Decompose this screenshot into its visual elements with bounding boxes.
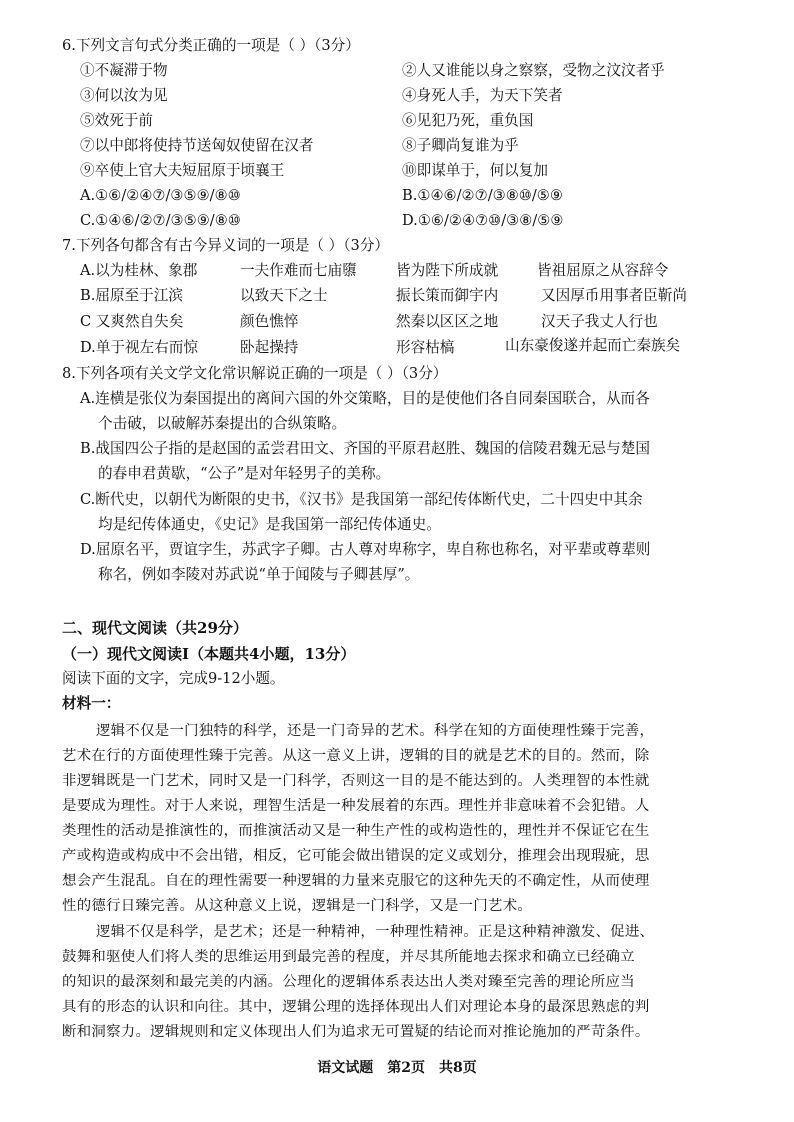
q6-item: ⑩即谋单于，何以复加 <box>402 162 548 179</box>
q6-item: ⑤效死于前 <box>80 112 153 129</box>
q8-option-b: B.战国四公子指的是赵国的孟尝君田文、齐国的平原君赵胜、魏国的信陵君魏无忌与楚国 <box>80 440 650 457</box>
section-title: 二、现代文阅读（共29分） <box>62 619 248 637</box>
page-footer: 语文试题 第2页 共8页 <box>317 1060 477 1076</box>
q6-item: ④身死人手，为天下笑者 <box>402 87 563 104</box>
q8-stem: 8.下列各项有关文学文化常识解说正确的一项是（ ）（3分） <box>62 365 448 382</box>
material-label: 材料一： <box>62 695 121 712</box>
paragraph-line: 鼓舞和驱使人们将人类的思维运用到最完善的程度，并尽其所能地去探求和确立已经确立 <box>62 949 635 965</box>
q6-item: ⑧子卿尚复谁为乎 <box>402 137 519 154</box>
paragraph-line: 逻辑不仅是一门独特的科学，还是一门奇异的艺术。科学在知的方面使理性臻于完善， <box>96 723 655 739</box>
q7-cell: 皆祖屈原之从容辞令 <box>537 262 669 279</box>
q6-stem: 6.下列文言句式分类正确的一项是（ ）（3分） <box>62 37 360 54</box>
q7-cell: 振长策而御宇内 <box>396 287 499 304</box>
paragraph-line: 的知识的最深刻和最完美的内涵。公理化的逻辑体系表达出人类对臻至完善的理论所应当 <box>62 974 635 990</box>
q7-cell: 形容枯槁 <box>396 339 455 356</box>
paragraph-line: 性的德行日臻完善。从这种意义上说，逻辑是一门科学，又是一门艺术。 <box>62 898 533 914</box>
q6-choice-c: C.①④⑥/②⑦/③⑤⑨/⑧⑩ <box>80 212 241 229</box>
q8-option-a: A.连横是张仪为秦国提出的离间六国的外交策略，目的是使他们各自同秦国联合，从而各 <box>80 390 650 407</box>
paragraph-line: 艺术在行的方面使理性臻于完善。从这一意义上讲，逻辑的目的就是艺术的目的。然而，除 <box>62 748 650 764</box>
q7-cell: 又因厚币用事者臣靳尚 <box>541 287 687 304</box>
q7-cell: 然秦以区区之地 <box>396 313 499 330</box>
q6-choice-a: A.①⑥/②④⑦/③⑤⑨/⑧⑩ <box>80 187 241 204</box>
subsection-title: （一）现代文阅读Ⅰ（本题共4小题，13分） <box>62 645 356 663</box>
q6-choice-b: B.①④⑥/②⑦/③⑧⑩/⑤⑨ <box>402 187 563 204</box>
q8-option-c-cont: 均是纪传体通史，《史记》是我国第一部纪传体通史。 <box>98 516 441 533</box>
reading-instruction: 阅读下面的文字，完成9-12小题。 <box>62 670 285 687</box>
q6-item: ②人又谁能以身之察察，受物之汶汶者乎 <box>402 62 665 79</box>
q7-row-c: C 又爽然自失矣 <box>80 313 184 330</box>
q6-item: ①不凝滞于物 <box>80 62 168 79</box>
q7-cell: 颜色憔悴 <box>240 313 299 330</box>
q8-option-d-cont: 称名，例如李陵对苏武说“单于闻陵与子卿甚厚”。 <box>98 566 420 583</box>
q6-item: ⑥见犯乃死，重负国 <box>402 112 534 129</box>
q7-stem: 7.下列各句都含有古今异义词的一项是（ ）（3分） <box>62 237 390 254</box>
q7-cell: 以致天下之士 <box>240 287 328 304</box>
q8-option-b-cont: 的春申君黄歇，“公子”是对年轻男子的美称。 <box>98 465 391 482</box>
q6-choice-d: D.①⑥/②④⑦⑩/③⑧/⑤⑨ <box>402 212 564 229</box>
q8-option-d: D.屈原名平，贾谊字生，苏武字子卿。古人尊对卑称字，卑自称也称名，对平辈或尊辈则 <box>80 541 651 558</box>
q8-option-a-cont: 个击破，以破解苏秦提出的合纵策略。 <box>98 415 347 432</box>
paragraph-line: 是要成为理性。对于人来说，理智生活是一种发展着的东西。理性并非意味着不会犯错。人 <box>62 798 650 814</box>
paragraph-line: 断和洞察力。逻辑规则和定义体现出人们为追求无可置疑的结论而对推论施加的严苛条件。 <box>62 1024 650 1040</box>
q6-item: ⑨卒使上官大夫短屈原于顷襄王 <box>80 162 285 179</box>
q7-cell: 一夫作难而七庙隳 <box>240 262 357 279</box>
q7-row-b: B.屈原至于江滨 <box>80 287 183 304</box>
paragraph-line: 具有的形态的认识和向往。其中，逻辑公理的选择体现出人们对理论本身的最深思熟虑的判 <box>62 999 650 1015</box>
q6-item: ⑦以中郎将使持节送匈奴使留在汉者 <box>80 137 314 154</box>
paragraph-line: 非逻辑既是一门艺术，同时又是一门科学，否则这一目的是不能达到的。人类理智的本性就 <box>62 773 650 789</box>
q7-cell: 山东豪俊遂并起而亡秦族矣 <box>505 337 681 354</box>
q7-cell: 皆为陛下所成就 <box>396 262 499 279</box>
paragraph-line: 产或构造或构成中不会出错，相反，它可能会做出错误的定义或划分，推理会出现瑕疵，思 <box>62 848 650 864</box>
paragraph-line: 想会产生混乱。自在的理性需要一种逻辑的力量来克服它的这种先天的不确定性，从而使理 <box>62 873 650 889</box>
paragraph-line: 类理性的活动是推演性的，而推演活动又是一种生产性的或构造性的，理性并不保证它在生 <box>62 823 650 839</box>
q7-row-a: A.以为桂林、象郡 <box>80 262 198 279</box>
q6-item: ③何以汝为见 <box>80 87 168 104</box>
q7-row-d: D.单于视左右而惊 <box>80 339 198 356</box>
paragraph-line: 逻辑不仅是科学，是艺术；还是一种精神，一种理性精神。正是这种精神激发、促进、 <box>96 924 655 940</box>
q7-cell: 汉天子我丈人行也 <box>541 313 658 330</box>
q7-cell: 卧起操持 <box>240 339 299 356</box>
q8-option-c: C.断代史，以朝代为断限的史书，《汉书》是我国第一部纪传体断代史，二十四史中其余 <box>80 491 643 508</box>
